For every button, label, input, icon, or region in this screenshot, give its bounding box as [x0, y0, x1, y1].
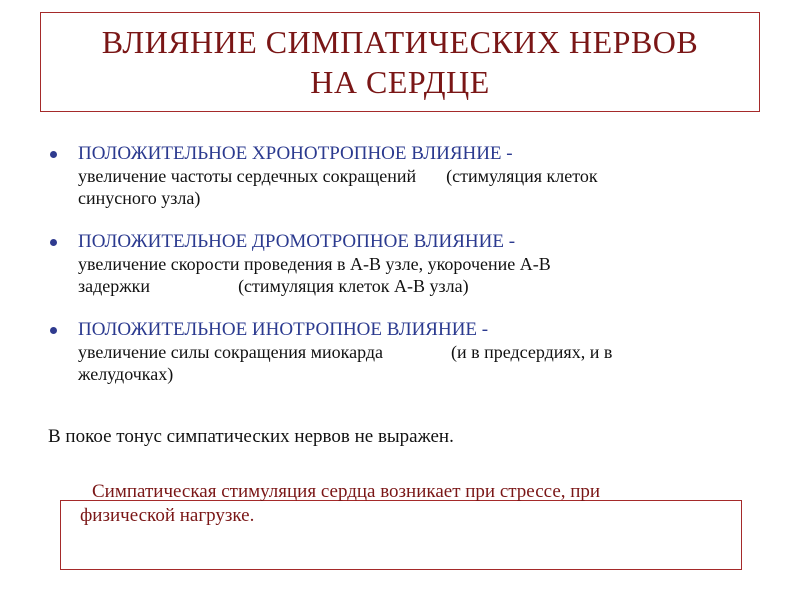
bullet-chronotropic	[48, 142, 748, 209]
bullet-inotropic	[48, 318, 748, 385]
bullet-body-text: увеличение скорости проведения в А-В узле, укорочение А-В	[78, 254, 551, 274]
bullet-dromotropic	[48, 230, 748, 297]
title-line-1: ВЛИЯНИЕ СИМПАТИЧЕСКИХ НЕРВОВ	[101, 24, 699, 60]
note-line-1: Симпатическая стимуляция сердца возникает при стрессе, при	[92, 481, 601, 502]
rest-tone-statement: В покое тонус симпатических нервов не выражен.	[48, 426, 454, 447]
bullet-body-text: желудочках)	[78, 364, 174, 384]
bullet-dot-icon	[50, 327, 57, 334]
bullet-body-text: синусного узла)	[78, 188, 201, 208]
bullet-heading: ПОЛОЖИТЕЛЬНОЕ ДРОМОТРОПНОЕ ВЛИЯНИЕ -	[78, 231, 516, 252]
bullet-body-text: задержки	[78, 276, 151, 296]
bullet-heading: ПОЛОЖИТЕЛЬНОЕ ХРОНОТРОПНОЕ ВЛИЯНИЕ -	[78, 143, 513, 164]
bullet-body-text: (стимуляция клеток	[446, 166, 598, 186]
bullet-body-line	[78, 275, 748, 297]
bullet-dot-icon	[50, 239, 57, 246]
title-box	[40, 12, 760, 112]
bullet-body-text: увеличение силы сокращения миокарда	[78, 342, 384, 362]
bullet-body-text: (стимуляция клеток А-В узла)	[238, 276, 469, 296]
title-line-2: НА СЕРДЦЕ	[310, 64, 490, 100]
bullet-dot-icon	[50, 151, 57, 158]
bullet-body-line	[78, 253, 748, 275]
bullet-heading: ПОЛОЖИТЕЛЬНОЕ ИНОТРОПНОЕ ВЛИЯНИЕ -	[78, 319, 489, 340]
note-line-2: физической нагрузке.	[80, 505, 255, 526]
bullet-body-line	[78, 363, 748, 385]
bullet-body-line	[78, 165, 748, 187]
bullet-body-line	[78, 341, 748, 363]
bullet-body-line	[78, 187, 748, 209]
bullet-body-text: увеличение частоты сердечных сокращений	[78, 166, 417, 186]
bullet-body-text: (и в предсердиях, и в	[451, 342, 613, 362]
note-text	[80, 480, 720, 528]
bullet-list	[48, 142, 748, 406]
